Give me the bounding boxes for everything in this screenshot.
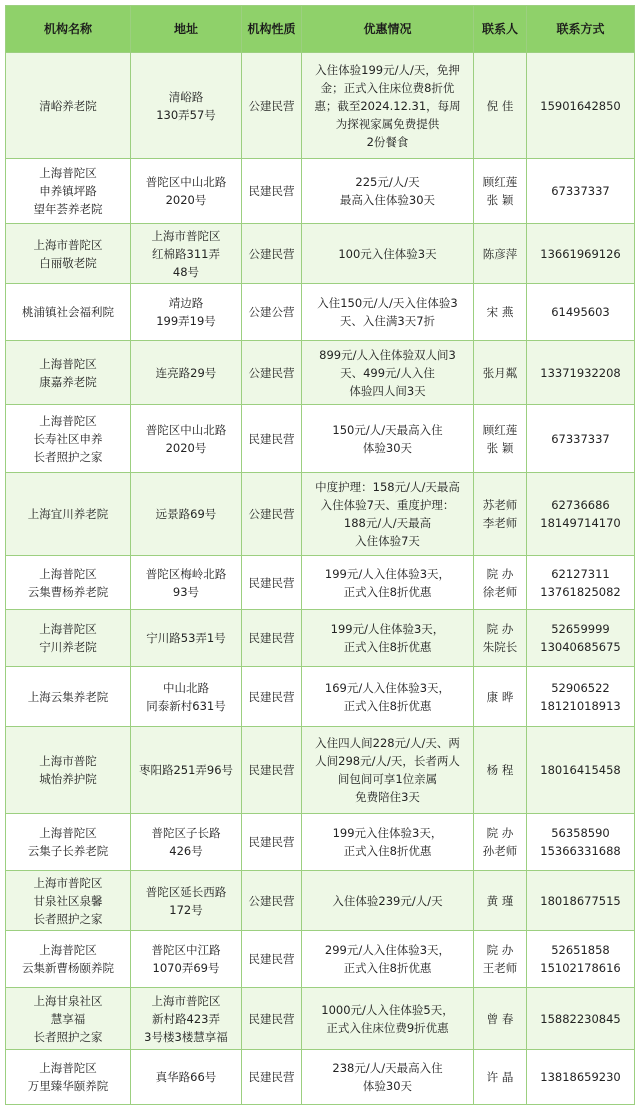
cell-text: 61495603: [551, 305, 610, 319]
cell-text: 靖边路: [168, 296, 204, 310]
cell-text: 普陀区中山北路: [145, 422, 227, 437]
institution-type-cell: [242, 727, 302, 814]
phone-cell: [527, 988, 635, 1050]
address-cell: [131, 159, 242, 224]
cell-text: 入住体验7天: [355, 534, 420, 548]
institution-name-cell: [6, 727, 131, 814]
cell-text: 云集子长养老院: [27, 844, 109, 858]
offer-cell: [302, 473, 474, 556]
contact-cell: [474, 727, 527, 814]
cell-text: 52659999: [551, 622, 610, 636]
cell-text: 清峪路: [168, 89, 204, 104]
phone-cell: [527, 405, 635, 473]
cell-text: 康嘉养老院: [39, 374, 97, 389]
cell-text: 入住150元/人/天入住体验3: [317, 296, 458, 310]
cell-text: 225元/人/天: [355, 175, 420, 189]
institution-type-cell: [242, 667, 302, 727]
cell-text: 公建公营: [248, 305, 295, 319]
cell-text: 13371932208: [540, 365, 621, 380]
cell-text: 199弄19号: [156, 314, 216, 328]
cell-text: 上海普陀区: [39, 356, 97, 371]
phone-cell: [527, 224, 635, 284]
address-cell: [131, 667, 242, 727]
cell-text: 入住体验199元/人/天，免押: [315, 62, 460, 77]
offer-cell: [302, 224, 474, 284]
cell-text: 民建民营: [248, 575, 295, 590]
cell-text: 民建民营: [248, 631, 295, 645]
cell-text: 宁川路53弄1号: [146, 631, 226, 645]
cell-text: 普陀区子长路: [151, 826, 221, 840]
cell-text: 民建民营: [248, 952, 295, 966]
cell-text: 顾红莲: [482, 175, 518, 189]
cell-text: 15366331688: [540, 844, 621, 858]
table-row: [6, 53, 635, 159]
cell-text: 899元/人入住体验双人间3: [319, 347, 456, 362]
cell-text: 上海普陀区: [39, 166, 97, 180]
cell-text: 民建民营: [248, 1011, 295, 1026]
cell-text: 中度护理：158元/人/天最高: [315, 480, 460, 494]
cell-text: 杨 程: [486, 763, 514, 777]
cell-text: 体验30天: [362, 440, 413, 455]
cell-text: 院 办: [486, 622, 514, 636]
institution-name-cell: [6, 224, 131, 284]
institution-type-cell: [242, 556, 302, 610]
cell-text: 院 办: [486, 566, 514, 581]
cell-text: 孙老师: [482, 844, 518, 858]
cell-text: 67337337: [551, 431, 610, 446]
phone-cell: [527, 871, 635, 931]
phone-cell: [527, 814, 635, 871]
cell-text: 15882230845: [540, 1011, 621, 1026]
institution-name-cell: [6, 610, 131, 667]
cell-text: 公建民营: [248, 365, 295, 380]
table-row: [6, 931, 635, 988]
address-cell: [131, 814, 242, 871]
institution-name-cell: [6, 473, 131, 556]
address-cell: [131, 473, 242, 556]
cell-text: 望年荟养老院: [33, 202, 103, 216]
offer-cell: [302, 871, 474, 931]
institution-name-cell: [6, 405, 131, 473]
header-institution-type: 机构性质: [242, 6, 302, 53]
cell-text: 天、入住满3天7折: [339, 314, 436, 328]
cell-text: 上海普陀区: [39, 413, 97, 428]
institution-type-cell: [242, 341, 302, 405]
contact-cell: [474, 341, 527, 405]
phone-cell: [527, 556, 635, 610]
contact-cell: [474, 871, 527, 931]
institution-name-cell: [6, 53, 131, 159]
address-cell: [131, 931, 242, 988]
cell-text: 公建民营: [248, 98, 295, 113]
cell-text: 18149714170: [540, 516, 621, 530]
cell-text: 15901642850: [540, 98, 621, 113]
cell-text: 长者照护之家: [33, 911, 103, 926]
cell-text: 张月粼: [482, 365, 518, 380]
cell-text: 56358590: [551, 826, 610, 840]
institution-type-cell: [242, 931, 302, 988]
cell-text: 13761825082: [540, 584, 621, 599]
cell-text: 正式入住床位费9折优惠: [326, 1020, 449, 1035]
offer-cell: [302, 727, 474, 814]
offer-cell: [302, 53, 474, 159]
cell-text: 长寿社区申养: [33, 431, 103, 446]
cell-text: 62127311: [551, 566, 610, 581]
institution-name-cell: [6, 159, 131, 224]
offer-cell: [302, 159, 474, 224]
cell-text: 体验四人间3天: [349, 383, 426, 398]
cell-text: 普陀区梅岭北路: [145, 566, 227, 581]
cell-text: 上海普陀区: [39, 1061, 97, 1075]
cell-text: 宁川养老院: [39, 640, 97, 654]
cell-text: 100元入住体验3天: [338, 246, 437, 261]
cell-text: 426号: [169, 844, 203, 858]
table-row: [6, 1050, 635, 1105]
phone-cell: [527, 931, 635, 988]
institution-type-cell: [242, 814, 302, 871]
table-row: [6, 341, 635, 405]
cell-text: 为探视家属免费提供: [335, 116, 440, 131]
cell-text: 正式入住8折优惠: [343, 584, 432, 599]
cell-text: 申养镇坪路: [39, 184, 97, 198]
institution-name-cell: [6, 931, 131, 988]
contact-cell: [474, 159, 527, 224]
phone-cell: [527, 53, 635, 159]
cell-text: 新村路423弄: [152, 1011, 220, 1026]
address-cell: [131, 871, 242, 931]
cell-text: 长者照护之家: [33, 449, 103, 464]
contact-cell: [474, 1050, 527, 1105]
phone-cell: [527, 1050, 635, 1105]
table-row: [6, 284, 635, 341]
cell-text: 天、499元/人入住: [340, 365, 435, 380]
cell-text: 红棉路311弄: [152, 246, 220, 261]
table-row: [6, 473, 635, 556]
cell-text: 上海普陀区: [39, 566, 97, 581]
offer-cell: [302, 556, 474, 610]
phone-cell: [527, 159, 635, 224]
institution-name-cell: [6, 667, 131, 727]
cell-text: 正式入住8折优惠: [343, 844, 432, 858]
cell-text: 王老师: [482, 961, 518, 975]
cell-text: 远景路69号: [155, 507, 217, 521]
cell-text: 上海市普陀: [39, 754, 97, 768]
cell-text: 同泰新村631号: [146, 698, 226, 713]
address-cell: [131, 988, 242, 1050]
institution-type-cell: [242, 53, 302, 159]
table-row: [6, 988, 635, 1050]
contact-cell: [474, 224, 527, 284]
cell-text: 院 办: [486, 826, 514, 840]
cell-text: 真华路66号: [155, 1070, 217, 1084]
address-cell: [131, 224, 242, 284]
offer-cell: [302, 667, 474, 727]
cell-text: 188元/人/天最高: [343, 516, 432, 530]
cell-text: 张 颖: [486, 193, 514, 207]
phone-cell: [527, 473, 635, 556]
header-contact: 联系人: [474, 6, 527, 53]
table-row: [6, 159, 635, 224]
cell-text: 入住体验239元/人/天: [332, 893, 443, 908]
offer-cell: [302, 284, 474, 341]
cell-text: 甘泉社区泉馨: [33, 893, 103, 908]
institution-name-cell: [6, 341, 131, 405]
offer-cell: [302, 405, 474, 473]
cell-text: 169元/人入住体验3天，: [324, 680, 451, 695]
cell-text: 130弄57号: [156, 107, 216, 122]
address-cell: [131, 284, 242, 341]
cell-text: 民建民营: [248, 689, 295, 704]
cell-text: 上海市普陀区: [33, 237, 103, 252]
cell-text: 公建民营: [248, 507, 295, 521]
institution-name-cell: [6, 988, 131, 1050]
phone-cell: [527, 610, 635, 667]
cell-text: 最高入住体验30天: [339, 193, 436, 207]
cell-text: 宋 燕: [486, 305, 514, 319]
contact-cell: [474, 473, 527, 556]
cell-text: 上海市普陀区: [151, 993, 221, 1008]
address-cell: [131, 610, 242, 667]
cell-text: 朱院长: [482, 640, 518, 654]
cell-text: 2份餐食: [366, 134, 409, 149]
cell-text: 中山北路: [163, 680, 209, 695]
cell-text: 入住体验7天、重度护理：: [320, 498, 455, 512]
table-row: [6, 871, 635, 931]
institution-name-cell: [6, 284, 131, 341]
institution-type-cell: [242, 159, 302, 224]
institution-name-cell: [6, 1050, 131, 1105]
cell-text: 公建民营: [248, 893, 295, 908]
cell-text: 万里臻华颐养院: [27, 1079, 109, 1093]
table-row: [6, 224, 635, 284]
institution-type-cell: [242, 610, 302, 667]
cell-text: 普陀区中山北路: [145, 175, 227, 189]
contact-cell: [474, 284, 527, 341]
contact-cell: [474, 667, 527, 727]
cell-text: 上海宜川养老院: [27, 507, 109, 521]
contact-cell: [474, 53, 527, 159]
cell-text: 199元/人住体验3天，: [330, 622, 445, 636]
cell-text: 93号: [172, 584, 200, 599]
cell-text: 枣阳路251弄96号: [138, 763, 234, 777]
header-address: 地址: [131, 6, 242, 53]
cell-text: 清峪养老院: [39, 98, 97, 113]
cell-text: 62736686: [551, 498, 610, 512]
cell-text: 13040685675: [540, 640, 621, 654]
cell-text: 连亮路29号: [155, 365, 217, 380]
offer-cell: [302, 814, 474, 871]
institution-name-cell: [6, 814, 131, 871]
cell-text: 上海普陀区: [39, 622, 97, 636]
cell-text: 陈彦萍: [482, 246, 518, 261]
cell-text: 52906522: [551, 680, 610, 695]
institution-type-cell: [242, 988, 302, 1050]
contact-cell: [474, 610, 527, 667]
table-row: [6, 610, 635, 667]
cell-text: 入住四人间228元/人/天、两: [315, 736, 460, 750]
cell-text: 299元/人入住体验3天，: [324, 943, 451, 957]
cell-text: 慧享福: [50, 1011, 86, 1026]
address-cell: [131, 53, 242, 159]
table-header-row: [6, 6, 635, 53]
header-offer: 优惠情况: [302, 6, 474, 53]
cell-text: 民建民营: [248, 835, 295, 849]
institution-name-cell: [6, 871, 131, 931]
offer-cell: [302, 931, 474, 988]
cell-text: 民建民营: [248, 1070, 295, 1084]
cell-text: 康 晔: [486, 689, 514, 704]
cell-text: 正式入住8折优惠: [343, 698, 432, 713]
institution-type-cell: [242, 224, 302, 284]
address-cell: [131, 556, 242, 610]
cell-text: 许 晶: [486, 1070, 514, 1084]
cell-text: 2020号: [165, 193, 207, 207]
header-phone: 联系方式: [527, 6, 635, 53]
address-cell: [131, 1050, 242, 1105]
cell-text: 白丽敬老院: [39, 255, 97, 270]
cell-text: 172号: [169, 902, 203, 917]
cell-text: 2020号: [165, 440, 207, 455]
phone-cell: [527, 727, 635, 814]
institution-type-cell: [242, 473, 302, 556]
cell-text: 黄 瑾: [486, 893, 514, 908]
offer-cell: [302, 988, 474, 1050]
header-institution-name: 机构名称: [6, 6, 131, 53]
cell-text: 徐老师: [482, 584, 518, 599]
cell-text: 13818659230: [540, 1070, 621, 1084]
cell-text: 云集新曹杨颐养院: [22, 961, 114, 975]
cell-text: 48号: [172, 264, 200, 279]
cell-text: 正式入住8折优惠: [343, 640, 432, 654]
phone-cell: [527, 341, 635, 405]
cell-text: 金；正式入住床位费8折优: [320, 80, 455, 95]
offer-cell: [302, 610, 474, 667]
cell-text: 普陀区延长西路: [145, 884, 227, 899]
institution-name-cell: [6, 556, 131, 610]
contact-cell: [474, 556, 527, 610]
cell-text: 惠；截至2024.12.31，每周: [314, 98, 461, 113]
cell-text: 上海云集养老院: [27, 689, 109, 704]
cell-text: 云集曹杨养老院: [27, 584, 109, 599]
cell-text: 顾红莲: [482, 422, 518, 437]
cell-text: 18121018913: [540, 698, 621, 713]
cell-text: 1000元/人入住体验5天，: [321, 1002, 454, 1017]
phone-cell: [527, 667, 635, 727]
contact-cell: [474, 931, 527, 988]
table-row: [6, 727, 635, 814]
cell-text: 间包间可享1位亲属: [337, 772, 438, 786]
cell-text: 苏老师: [482, 498, 518, 512]
table-row: [6, 814, 635, 871]
cell-text: 免费陪住3天: [355, 790, 420, 804]
cell-text: 13661969126: [540, 246, 621, 261]
contact-cell: [474, 814, 527, 871]
contact-cell: [474, 988, 527, 1050]
cell-text: 52651858: [551, 943, 610, 957]
cell-text: 正式入住8折优惠: [343, 961, 432, 975]
contact-cell: [474, 405, 527, 473]
cell-text: 上海市普陀区: [151, 228, 221, 243]
institution-type-cell: [242, 871, 302, 931]
cell-text: 18016415458: [540, 763, 621, 777]
cell-text: 3号楼3楼慧享福: [144, 1029, 228, 1044]
cell-text: 150元/人/天最高入住: [332, 422, 443, 437]
cell-text: 上海普陀区: [39, 826, 97, 840]
cell-text: 倪 佳: [486, 98, 514, 113]
cell-text: 1070弄69号: [152, 961, 220, 975]
table-row: [6, 556, 635, 610]
cell-text: 民建民营: [248, 763, 295, 777]
cell-text: 上海普陀区: [39, 943, 97, 957]
cell-text: 长者照护之家: [33, 1029, 103, 1044]
cell-text: 民建民营: [248, 431, 295, 446]
offer-cell: [302, 1050, 474, 1105]
phone-cell: [527, 284, 635, 341]
address-cell: [131, 405, 242, 473]
institution-type-cell: [242, 1050, 302, 1105]
table-row: [6, 405, 635, 473]
cell-text: 民建民营: [248, 184, 295, 198]
cell-text: 199元入住体验3天，: [332, 826, 443, 840]
address-cell: [131, 727, 242, 814]
cell-text: 199元/人入住体验3天，: [324, 566, 451, 581]
cell-text: 18018677515: [540, 893, 621, 908]
cell-text: 体验30天: [362, 1079, 413, 1093]
cell-text: 院 办: [486, 943, 514, 957]
cell-text: 67337337: [551, 184, 610, 198]
cell-text: 上海市普陀区: [33, 875, 103, 890]
cell-text: 上海甘泉社区: [33, 993, 103, 1008]
cell-text: 人间298元/人/天，长者两人: [315, 754, 460, 768]
cell-text: 普陀区中江路: [151, 943, 221, 957]
cell-text: 曾 春: [486, 1011, 514, 1026]
cell-text: 桃浦镇社会福利院: [22, 305, 114, 319]
address-cell: [131, 341, 242, 405]
cell-text: 张 颖: [486, 440, 514, 455]
offer-cell: [302, 341, 474, 405]
cell-text: 238元/人/天最高入住: [332, 1061, 443, 1075]
institution-type-cell: [242, 405, 302, 473]
table-row: [6, 667, 635, 727]
institution-type-cell: [242, 284, 302, 341]
cell-text: 李老师: [482, 516, 518, 530]
cell-text: 公建民营: [248, 246, 295, 261]
cell-text: 15102178616: [540, 961, 621, 975]
cell-text: 城怡养护院: [39, 772, 97, 786]
care-home-table: [5, 5, 635, 1105]
